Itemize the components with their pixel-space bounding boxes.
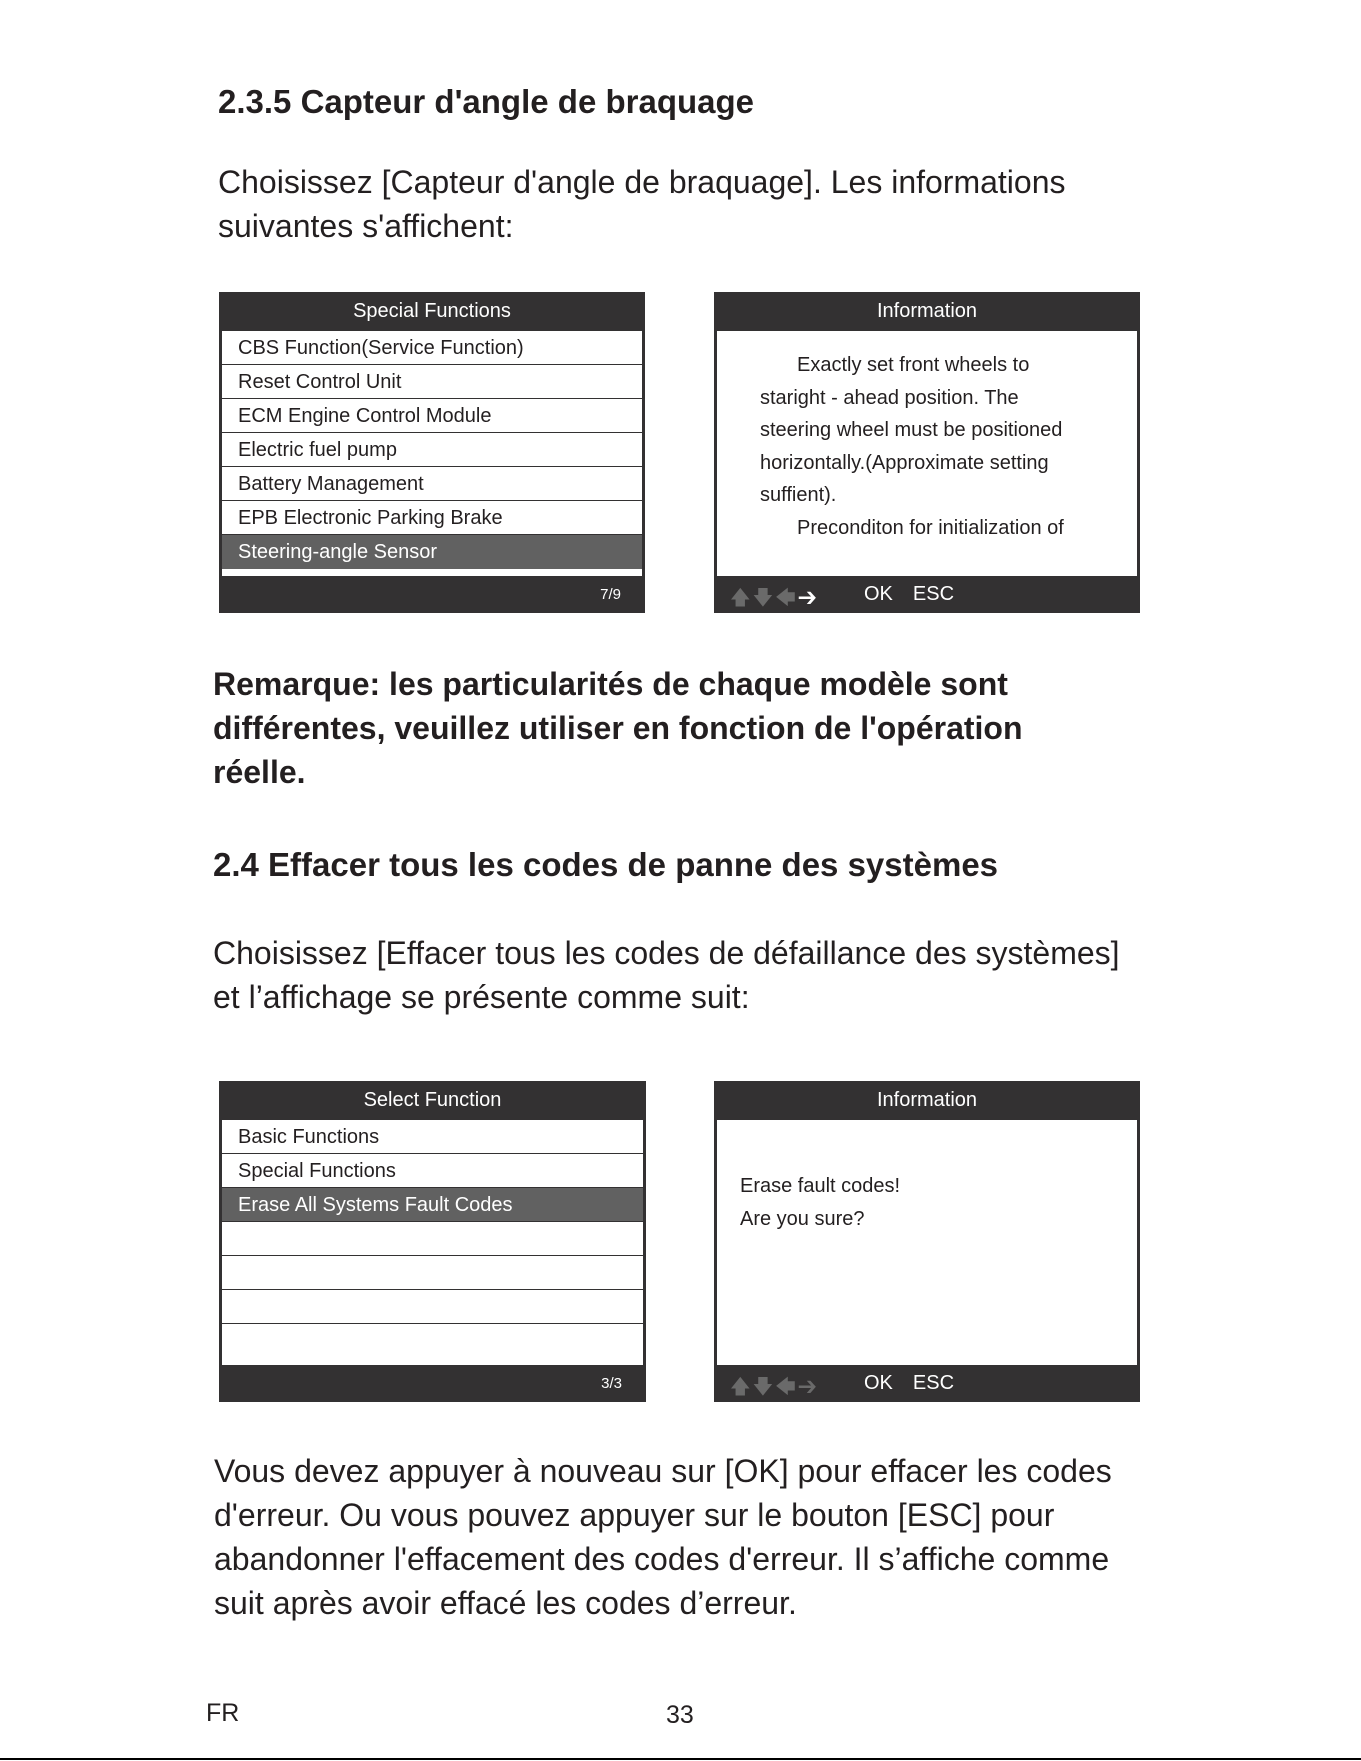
screen-title: Select Function [363, 1089, 502, 1111]
page-counter: 7/9 [600, 586, 621, 603]
page-counter: 3/3 [601, 1375, 622, 1392]
screen-footer [219, 1366, 646, 1402]
menu-item-empty [222, 1256, 643, 1290]
screen-footer [714, 1366, 1140, 1402]
section-intro-235-line1: Choisissez [Capteur d'angle de braquage]. Les informations [218, 164, 1066, 200]
closing-line3: abandonner l'effacement des codes d'erreur. Il s’affiche comme [214, 1541, 1110, 1577]
section-heading-235: 2.3.5 Capteur d'angle de braquage [218, 83, 754, 120]
arrow-down-icon[interactable]: 🡇 [752, 587, 776, 609]
screen-title: Special Functions [353, 300, 511, 322]
menu-item-selected[interactable]: Steering-angle Sensor [222, 535, 642, 569]
arrow-right-icon[interactable]: ➔ [797, 587, 819, 609]
info-line: steering wheel must be positioned [760, 419, 1063, 441]
info-line: staright - ahead position. The [760, 386, 1019, 409]
closing-line1: Vous devez appuyer à nouveau sur [OK] pour effacer les codes [214, 1453, 1112, 1489]
menu-list [222, 331, 642, 576]
language-label: FR [206, 1699, 240, 1727]
menu-item-empty [222, 1222, 643, 1256]
screen-footer [714, 577, 1140, 613]
page-bottom-rule [0, 1758, 1361, 1760]
screen-title: Information [876, 300, 978, 322]
note-line2: différentes, veuillez utiliser en fonction de l'opération [213, 710, 1023, 746]
arrow-left-icon[interactable]: 🡄 [775, 1376, 798, 1398]
info-line: Exactly set front wheels to [797, 354, 1030, 376]
menu-item[interactable]: ECM Engine Control Module [222, 399, 642, 433]
section-intro-235-line2: suivantes s'affichent: [218, 208, 514, 244]
arrow-up-icon[interactable]: 🡅 [730, 1376, 753, 1398]
menu-item[interactable]: Special Functions [222, 1154, 643, 1188]
screen-footer [219, 577, 645, 613]
closing-line2: d'erreur. Ou vous pouvez appuyer sur le bouton [ESC] pour [214, 1497, 1055, 1533]
closing-line4: suit après avoir effacé les codes d’erreur. [214, 1585, 797, 1621]
note-line3: réelle. [213, 754, 306, 790]
menu-item[interactable]: CBS Function(Service Function) [222, 331, 642, 365]
ok-button[interactable]: OK [864, 1372, 893, 1394]
screen-information-steering [714, 292, 1140, 613]
screen-select-function [219, 1081, 646, 1402]
menu-item[interactable]: Basic Functions [222, 1120, 643, 1154]
info-line: suffient). [760, 484, 837, 506]
info-line: Preconditon for initialization of [797, 516, 1064, 539]
menu-item[interactable]: EPB Electronic Parking Brake [222, 501, 642, 535]
screen-special-functions [219, 292, 645, 613]
page-number: 33 [666, 1701, 694, 1729]
arrow-down-icon[interactable]: 🡇 [752, 1376, 776, 1398]
info-body [717, 331, 1137, 576]
arrow-left-icon[interactable]: 🡄 [775, 587, 798, 609]
info-body [717, 1120, 1137, 1365]
menu-item-empty [222, 1324, 643, 1358]
ok-button[interactable]: OK [864, 583, 893, 605]
info-line: Erase fault codes! [740, 1175, 901, 1197]
menu-item-empty [222, 1290, 643, 1324]
menu-item[interactable]: Electric fuel pump [222, 433, 642, 467]
info-line: Are you sure? [740, 1207, 865, 1230]
note-line1: Remarque: les particularités de chaque modèle sont [213, 666, 1008, 702]
menu-item-selected[interactable]: Erase All Systems Fault Codes [222, 1188, 643, 1222]
info-line: horizontally.(Approximate setting [760, 451, 1049, 474]
arrow-up-icon[interactable]: 🡅 [730, 587, 753, 609]
section-heading-24: 2.4 Effacer tous les codes de panne des systèmes [213, 846, 999, 883]
section-intro-24-line1: Choisissez [Effacer tous les codes de défaillance des systèmes] [213, 935, 1120, 971]
menu-item[interactable]: Reset Control Unit [222, 365, 642, 399]
menu-item[interactable]: Battery Management [222, 467, 642, 501]
section-intro-24-line2: et l’affichage se présente comme suit: [213, 979, 750, 1015]
esc-button[interactable]: ESC [912, 583, 955, 605]
screen-information-erase [714, 1081, 1140, 1402]
menu-list [222, 1120, 643, 1365]
arrow-right-icon[interactable]: ➔ [797, 1376, 819, 1398]
esc-button[interactable]: ESC [912, 1372, 955, 1394]
screen-title: Information [876, 1089, 978, 1111]
